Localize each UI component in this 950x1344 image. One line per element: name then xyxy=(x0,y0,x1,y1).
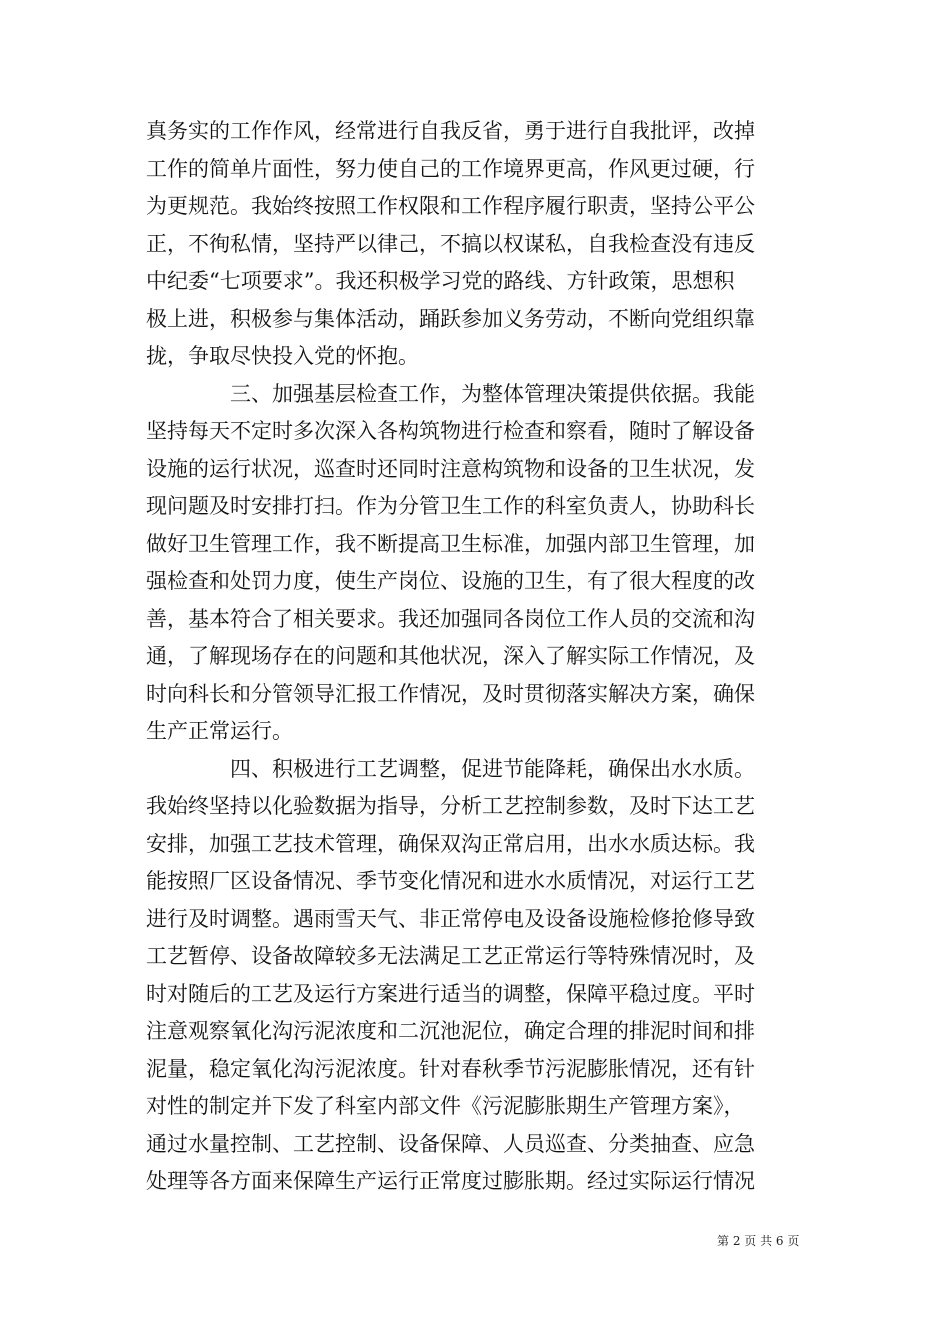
text-line: 生产正常运行。 xyxy=(146,719,293,743)
text-line: 正，不徇私情，坚持严以律己，不搞以权谋私，自我检查没有违反 xyxy=(146,231,755,256)
text-line: 极上进，积极参与集体活动，踊跃参加义务劳动，不断向党组织靠 xyxy=(146,306,755,331)
text-line: 通，了解现场存在的问题和其他状况，深入了解实际工作情况，及 xyxy=(146,644,755,668)
text-line: 强检查和处罚力度，使生产岗位、设施的卫生，有了很大程度的改 xyxy=(146,569,755,593)
text-line: 工艺暂停、设备故障较多无法满足工艺正常运行等特殊情况时，及 xyxy=(146,944,755,968)
text-line: 善，基本符合了相关要求。我还加强同各岗位工作人员的交流和沟 xyxy=(146,606,755,631)
text-line: 通过水量控制、工艺控制、设备保障、人员巡查、分类抽查、应急 xyxy=(146,1131,755,1156)
text-line: 坚持每天不定时多次深入各构筑物进行检查和察看，随时了解设备 xyxy=(146,419,755,443)
text-line: 真务实的工作作风，经常进行自我反省，勇于进行自我批评，改掉 xyxy=(146,119,755,143)
text-line: 工作的简单片面性，努力使自己的工作境界更高，作风更过硬，行 xyxy=(146,156,755,181)
text-line: 安排，加强工艺技术管理，确保双沟正常启用，出水水质达标。我 xyxy=(146,831,755,856)
text-line: 处理等各方面来保障生产运行正常度过膨胀期。经过实际运行情况 xyxy=(146,1169,755,1193)
text-line: 三、加强基层检查工作，为整体管理决策提供依据。我能 xyxy=(146,381,755,406)
text-line: 我始终坚持以化验数据为指导，分析工艺控制参数，及时下达工艺 xyxy=(146,794,755,818)
body-text xyxy=(146,113,806,1201)
text-line: 中纪委“七项要求”。我还积极学习党的路线、方针政策，思想积 xyxy=(146,269,735,293)
text-line: 注意观察氧化沟污泥浓度和二沉池泥位，确定合理的排泥时间和排 xyxy=(146,1019,755,1043)
text-line: 为更规范。我始终按照工作权限和工作程序履行职责，坚持公平公 xyxy=(146,194,755,218)
text-line: 四、积极进行工艺调整，促进节能降耗，确保出水水质。 xyxy=(146,756,755,781)
text-line: 时对随后的工艺及运行方案进行适当的调整，保障平稳过度。平时 xyxy=(146,981,755,1006)
page-number-footer: 第 2 页 共 6 页 xyxy=(717,1234,800,1248)
text-line: 设施的运行状况，巡查时还同时注意构筑物和设备的卫生状况，发 xyxy=(146,456,755,481)
text-line: 做好卫生管理工作，我不断提高卫生标准，加强内部卫生管理，加 xyxy=(146,531,755,556)
text-line: 泥量，稳定氧化沟污泥浓度。针对春秋季节污泥膨胀情况，还有针 xyxy=(146,1056,755,1081)
text-line: 对性的制定并下发了科室内部文件《污泥膨胀期生产管理方案》， xyxy=(146,1094,745,1118)
text-line: 进行及时调整。遇雨雪天气、非正常停电及设备设施检修抢修导致 xyxy=(146,906,755,931)
text-line: 时向科长和分管领导汇报工作情况，及时贯彻落实解决方案，确保 xyxy=(146,681,755,706)
text-line: 拢，争取尽快投入党的怀抱。 xyxy=(146,344,419,368)
text-line: 能按照厂区设备情况、季节变化情况和进水水质情况，对运行工艺 xyxy=(146,869,755,893)
text-line: 现问题及时安排打扫。作为分管卫生工作的科室负责人，协助科长 xyxy=(146,494,755,518)
